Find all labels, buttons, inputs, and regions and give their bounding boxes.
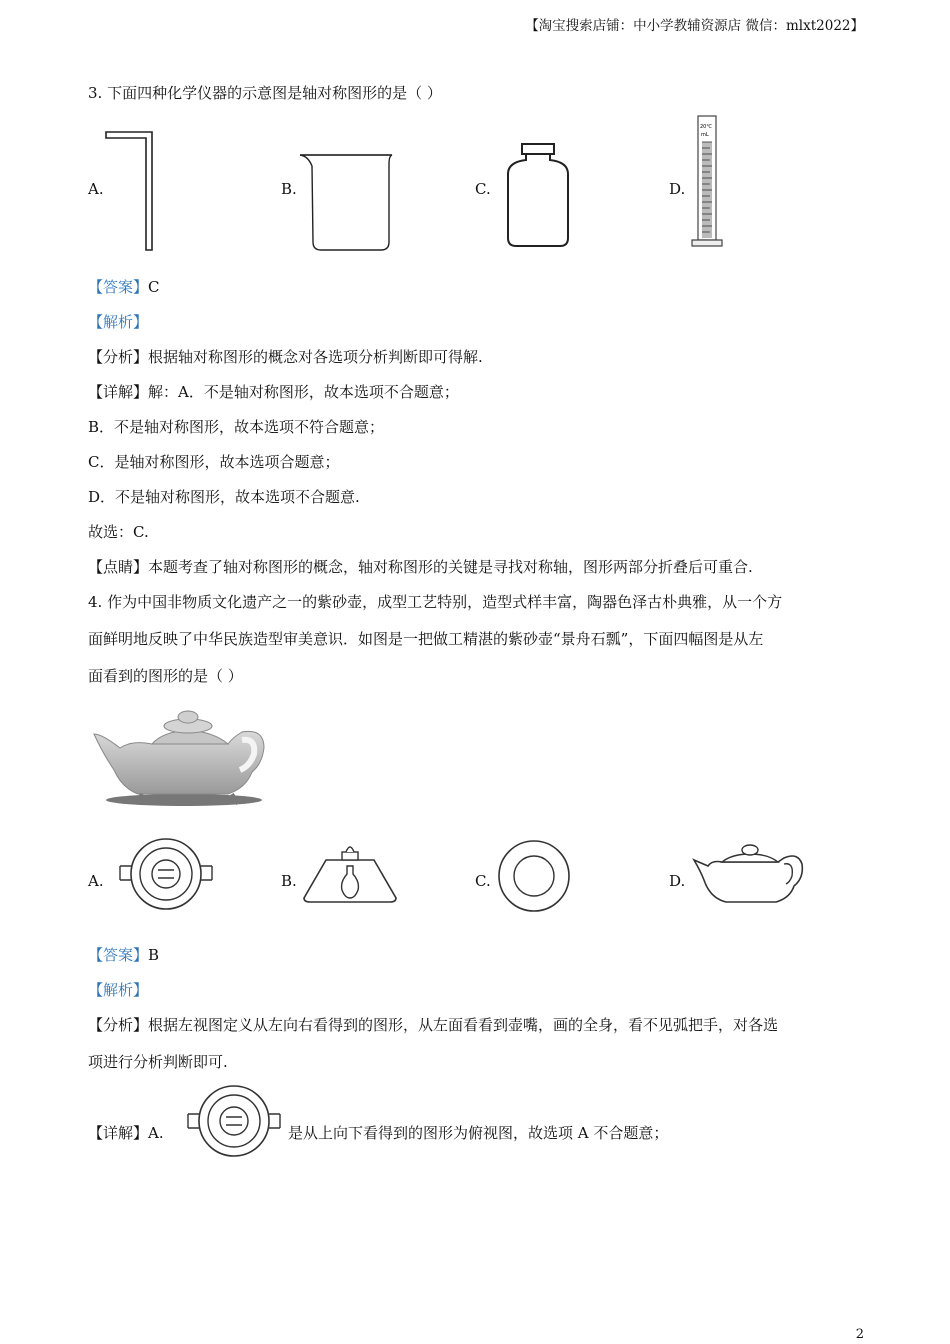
q4-detail-prefix: 【详解】A. bbox=[88, 1124, 164, 1142]
q4-stem-line-1: 4. 作为中国非物质文化遗产之一的紫砂壶，成型工艺特别，造型式样丰富，陶器色泽古朴典雅，从一个方 bbox=[88, 593, 783, 611]
page-header: 【淘宝搜索店铺：中小学教辅资源店 微信：mlxt2022】 bbox=[525, 18, 864, 34]
teapot-photo bbox=[92, 704, 268, 808]
q4-stem-line-2: 面鲜明地反映了中华民族造型审美意识．如图是一把做工精湛的紫砂壶“景舟石瓢”，下面四幅图是从左 bbox=[88, 630, 764, 648]
q4-option-a-label: A. bbox=[88, 872, 104, 890]
q4-detail-suffix: 是从上向下看得到的图形为俯视图，故选项 A 不合题意； bbox=[288, 1124, 669, 1142]
q3-option-b-label: B. bbox=[281, 180, 297, 198]
q3-option-a-label: A. bbox=[88, 180, 104, 198]
q3-line-b: B．不是轴对称图形，故本选项不符合题意； bbox=[88, 418, 385, 436]
measuring-cylinder-icon bbox=[690, 112, 740, 252]
q4-analysis-label: 【解析】 bbox=[88, 981, 149, 999]
q4-analysis-line-2: 项进行分析判断即可. bbox=[88, 1053, 228, 1071]
teapot-left-view-icon bbox=[300, 838, 400, 908]
bent-tube-icon bbox=[100, 128, 160, 254]
q3-analysis-label: 【解析】 bbox=[88, 313, 149, 331]
cylinder-temp-text: 20℃ bbox=[700, 124, 712, 130]
q4-option-d-label: D. bbox=[669, 872, 686, 890]
q3-line-comment: 【点睛】本题考查了轴对称图形的概念，轴对称图形的关键是寻找对称轴，图形两部分折叠后可重合. bbox=[88, 558, 753, 576]
answer-value: C bbox=[148, 278, 160, 296]
q4-stem-line-3: 面看到的图形的是（ ） bbox=[88, 667, 243, 685]
teapot-top-view-icon bbox=[116, 834, 216, 918]
q3-line-choice: 故选：C. bbox=[88, 523, 149, 541]
q4-answer bbox=[88, 944, 159, 965]
q3-line-c: C．是轴对称图形，故本选项合题意； bbox=[88, 453, 340, 471]
teapot-bottom-view-icon bbox=[496, 838, 572, 914]
q4-analysis-line-1: 【分析】根据左视图定义从左向右看得到的图形，从左面看看到壶嘴，画的全身，看不见弧把手，对各选 bbox=[88, 1016, 779, 1034]
q3-answer bbox=[88, 276, 160, 297]
reagent-bottle-icon bbox=[502, 140, 574, 252]
q3-option-c-label: C. bbox=[475, 180, 491, 198]
q3-line-analysis: 【分析】根据轴对称图形的概念对各选项分析判断即可得解. bbox=[88, 348, 483, 366]
q3-stem: 3. 下面四种化学仪器的示意图是轴对称图形的是（ ） bbox=[88, 84, 442, 102]
cylinder-unit-text: mL bbox=[701, 132, 709, 138]
beaker-icon bbox=[296, 150, 396, 254]
teapot-top-view-inline-icon bbox=[184, 1084, 284, 1162]
answer-label: 【答案】 bbox=[88, 946, 149, 964]
q3-option-d-label: D. bbox=[669, 180, 686, 198]
q4-option-b-label: B. bbox=[281, 872, 297, 890]
answer-label: 【答案】 bbox=[88, 278, 149, 296]
q4-option-c-label: C. bbox=[475, 872, 491, 890]
q3-line-d: D．不是轴对称图形，故本选项不合题意. bbox=[88, 488, 360, 506]
q3-line-detail: 【详解】解：A．不是轴对称图形，故本选项不合题意； bbox=[88, 383, 459, 401]
answer-value: B bbox=[148, 946, 160, 964]
teapot-front-view-icon bbox=[692, 840, 808, 906]
page-number: 2 bbox=[855, 1327, 864, 1342]
